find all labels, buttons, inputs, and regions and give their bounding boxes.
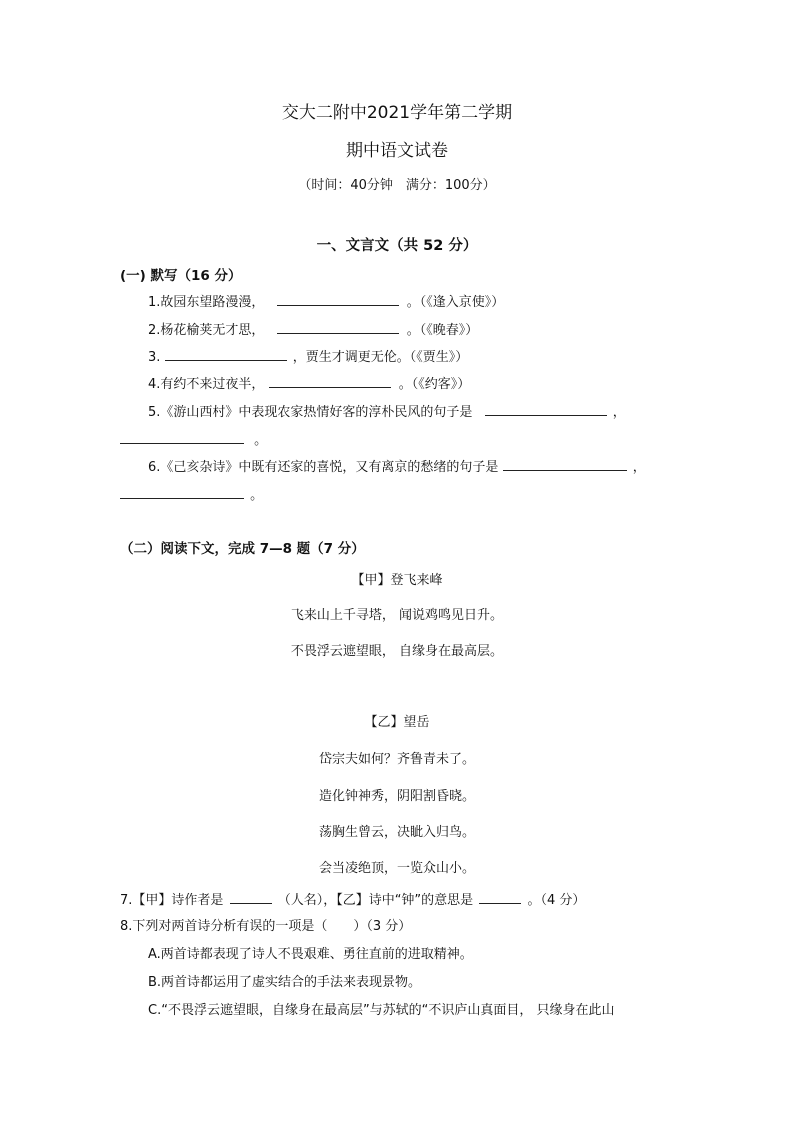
poem-a-line: 不畏浮云遮望眼， 自缘身在最高层。 [290,644,504,659]
question-5-comma: ， [612,405,626,420]
question-1-source: 。（《逢入京使》） [406,295,505,310]
question-7 [120,889,585,908]
poem-a-title: 【甲】登飞来峰 [351,573,443,588]
option-c: C.“不畏浮云遮望眼，自缘身在最高层”与苏轼的“不识庐山真面目， 只缘身在此山 [148,1003,615,1018]
question-6-text: 6.《己亥杂诗》中既有还家的喜悦，又有离京的愁绪的句子是 [148,460,499,475]
question-2-text: 2.杨花榆荚无才思， [148,323,265,338]
exam-info: （时间：40分钟 满分：100分） [298,178,496,193]
option-b: B.两首诗都运用了虚实结合的手法来表现景物。 [148,975,422,990]
answer-blank [277,293,399,306]
question-6-continued [120,484,263,503]
question-2 [148,319,478,338]
question-8: 8.下列对两首诗分析有误的一项是（ ）（3 分） [120,919,412,934]
question-7-text-2: （人名），【乙】诗中“钟”的意思是 [277,893,474,908]
question-5-end: 。 [254,433,268,448]
question-1 [148,291,504,310]
answer-blank [120,431,244,444]
question-4-source: 。（《约客》） [398,377,471,392]
question-3-text: 3. [148,350,161,365]
question-7-score: 。（4 分） [527,893,586,908]
question-6-comma: ， [632,460,646,475]
question-1-text: 1.故园东望路漫漫， [148,295,265,310]
poem-a-line: 飞来山上千寻塔， 闻说鸡鸣见日升。 [290,608,504,623]
poem-b-line: 造化钟神秀，阴阳割昏晓。 [318,789,475,804]
answer-blank [269,375,391,388]
answer-blank [485,403,607,416]
section-heading: 一、文言文（共 52 分） [316,238,478,254]
question-5-text: 5.《游山西村》中表现农家热情好客的淳朴民风的句子是 [148,405,473,420]
question-4 [148,373,470,392]
poem-b-line: 荡胸生曾云，决眦入归鸟。 [318,825,475,840]
question-7-text: 7.【甲】诗作者是 [120,893,224,908]
answer-blank [230,891,272,904]
answer-blank [503,458,627,471]
question-5-continued [120,429,267,448]
question-5 [148,401,626,420]
option-a: A.两首诗都表现了诗人不畏艰难、勇往直前的进取精神。 [148,947,473,962]
answer-blank [165,348,287,361]
exam-title: 交大二附中2021学年第二学期 [281,103,513,123]
part1-heading: (一) 默写（16 分） [120,268,242,284]
poem-b-line: 岱宗夫如何？齐鲁青未了。 [318,752,475,767]
question-6-end: 。 [250,488,264,503]
question-3-source: ，贾生才调更无伦。（《贾生》） [292,350,469,365]
answer-blank [277,321,399,334]
answer-blank [479,891,521,904]
poem-b-line: 会当凌绝顶，一览众山小。 [318,861,475,876]
answer-blank [120,486,244,499]
part2-heading: （二）阅读下文，完成 7—8 题（7 分） [120,541,365,557]
question-6 [148,456,646,475]
question-2-source: 。（《晚春》） [406,323,479,338]
poem-b-title: 【乙】望岳 [364,715,430,730]
question-3 [148,346,468,365]
exam-subtitle: 期中语文试卷 [346,141,448,161]
question-4-text: 4.有约不来过夜半， [148,377,265,392]
